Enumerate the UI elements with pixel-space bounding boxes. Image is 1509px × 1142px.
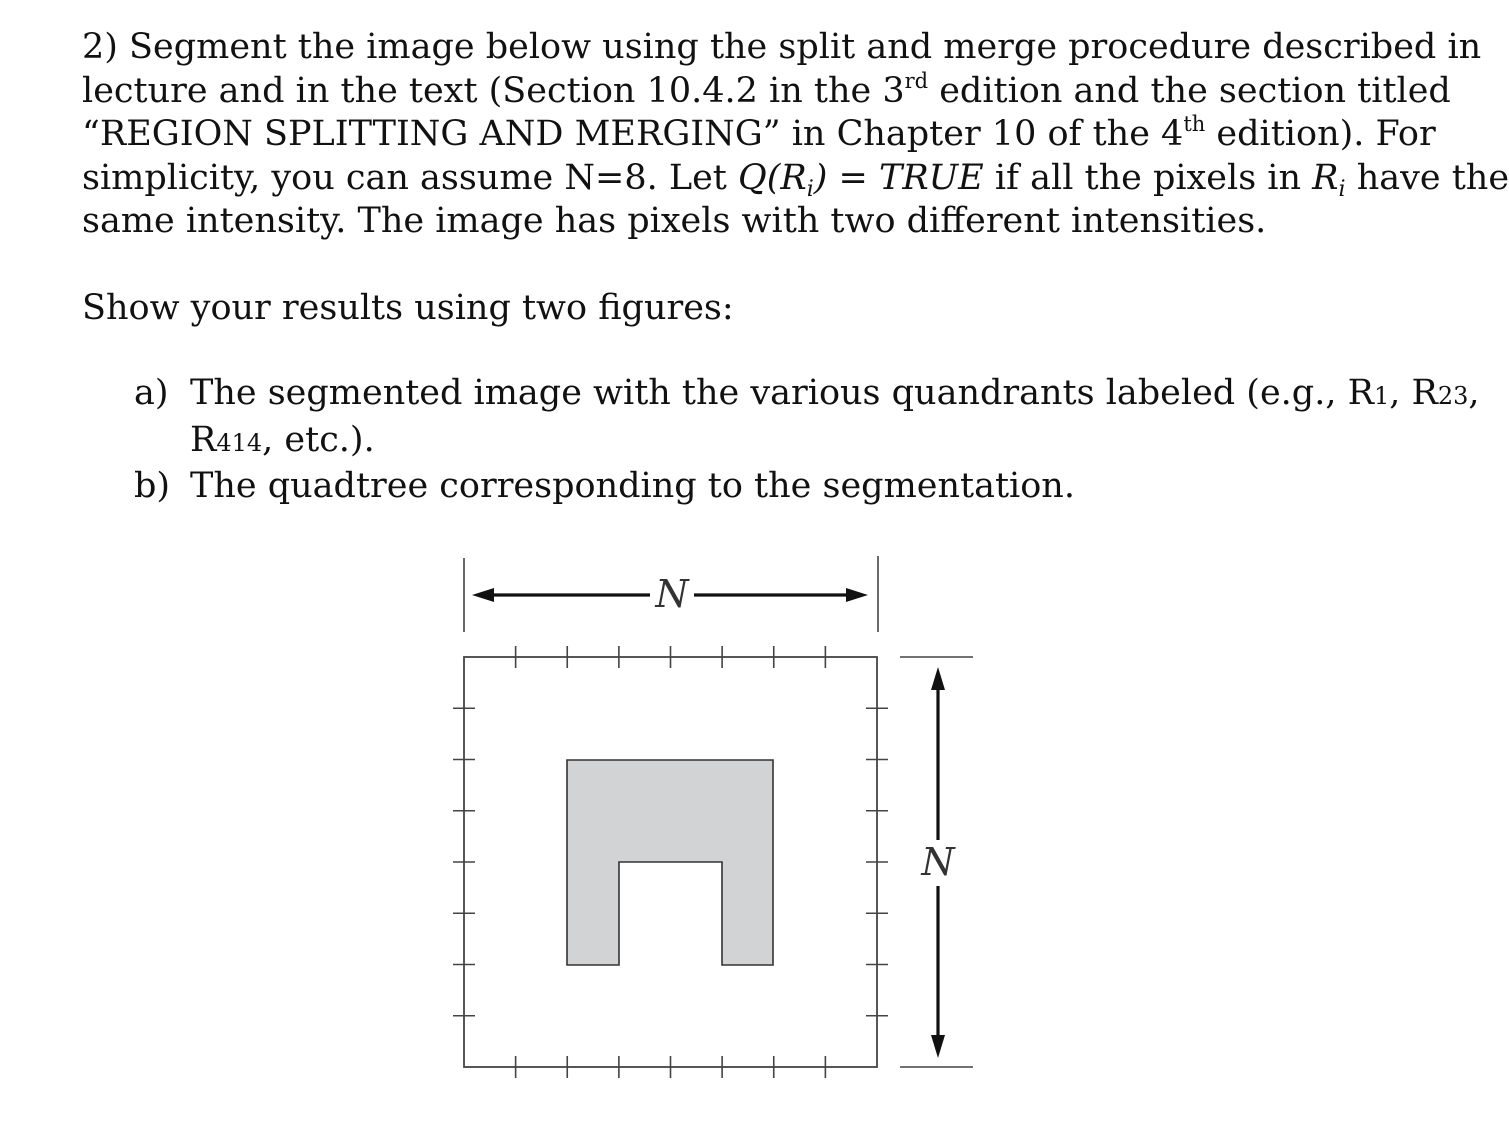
question-line-3: “REGION SPLITTING AND MERGING” in Chapter 10 of the 4th edition). For: [82, 112, 1436, 154]
arrowhead-left: [472, 588, 494, 602]
width-label: N: [655, 572, 689, 616]
object-region: [567, 760, 773, 965]
question-line-5: same intensity. The image has pixels with two different intensities.: [82, 201, 1267, 241]
list-item-a: a) The segmented image with the various quandrants labeled (e.g., R1, R23, R414, etc.).: [134, 373, 1480, 460]
arrowhead-right: [846, 588, 868, 602]
list-item-b: b) The quadtree corresponding to the segmentation.: [134, 465, 1480, 509]
question-line-1: 2) Segment the image below using the split and merge procedure described in: [82, 27, 1482, 67]
question-line-2: lecture and in the text (Section 10.4.2 in the 3rd edition and the section titled: [82, 68, 1451, 111]
region-symbol: $R_i$: [1312, 157, 1346, 202]
height-label: N: [921, 840, 955, 884]
question-line-4: simplicity, you can assume N=8. Let $Q(R_i)$ = TRUE if all the pixels in $R_i$ have the: [82, 157, 1509, 202]
list-label-a: a): [134, 373, 169, 413]
list-label-b: b): [134, 466, 171, 506]
arrowhead-up: [931, 667, 945, 690]
arrowhead-down: [931, 1035, 945, 1058]
show-results-heading: Show your results using two figures:: [82, 288, 734, 328]
predicate-formula: $Q(R_i)$ = TRUE: [738, 157, 984, 202]
